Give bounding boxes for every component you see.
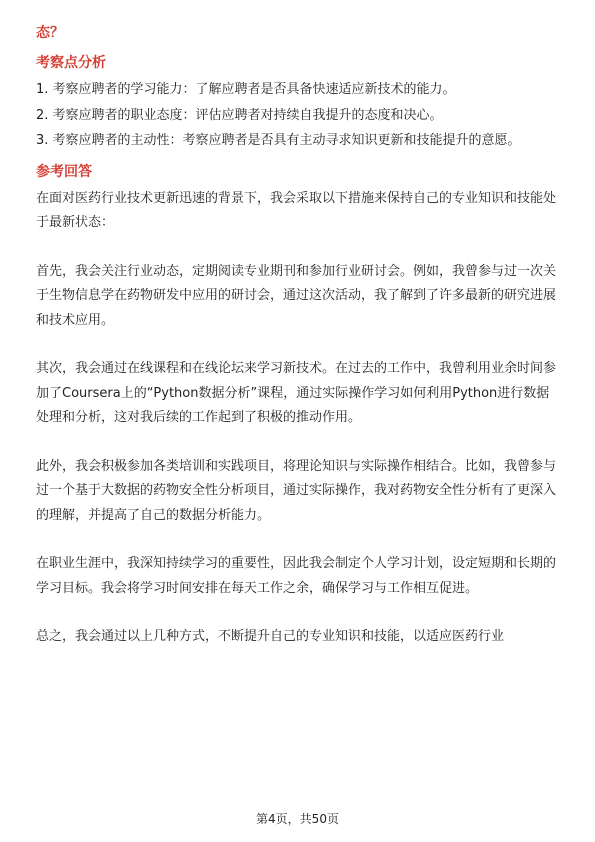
analysis-item: 1. 考察应聘者的学习能力：了解应聘者是否具备快速适应新技术的能力。 <box>36 82 456 97</box>
answer-paragraph: 总之，我会通过以上几种方式，不断提升自己的专业知识和技能，以适应医药行业 <box>36 629 505 644</box>
answer-paragraph: 此外，我会积极参加各类培训和实践项目，将理论知识与实际操作相结合。比如，我曾参与过一个基于大数据的药物安全性分析项目，通过实际操作，我对药物安全性分析有了更深入的理解，并提高了自己的数据分析能力。 <box>36 458 557 523</box>
answer-paragraph: 在面对医药行业技术更新迅速的背景下，我会采取以下措施来保持自己的专业知识和技能处于最新状态： <box>36 190 557 230</box>
analysis-heading: 考察点分析 <box>36 55 106 71</box>
analysis-item: 3. 考察应聘者的主动性：考察应聘者是否具有主动寻求知识更新和技能提升的意愿。 <box>36 133 521 148</box>
analysis-item: 2. 考察应聘者的职业态度：评估应聘者对持续自我提升的态度和决心。 <box>36 107 443 123</box>
answer-heading: 参考回答 <box>36 163 92 180</box>
continued-question-title: 态？ <box>36 25 64 41</box>
answer-paragraph: 其次，我会通过在线课程和在线论坛来学习新技术。在过去的工作中，我曾利用业余时间参加了Coursera上的“Python数据分析”课程，通过实际操作学习如何利用Python进行数据处理和分析，这对我后续的工作起到了积极的推动作用。 <box>36 361 557 425</box>
document-page <box>36 22 559 650</box>
page-footer: 第4页，共50页 <box>256 812 339 826</box>
answer-paragraph: 首先，我会关注行业动态，定期阅读专业期刊和参加行业研讨会。例如，我曾参与过一次关于生物信息学在药物研发中应用的研讨会，通过这次活动，我了解到了许多最新的研究进展和技术应用。 <box>36 263 557 328</box>
answer-paragraph: 在职业生涯中，我深知持续学习的重要性，因此我会制定个人学习计划，设定短期和长期的学习目标。我会将学习时间安排在每天工作之余，确保学习与工作相互促进。 <box>36 556 557 596</box>
